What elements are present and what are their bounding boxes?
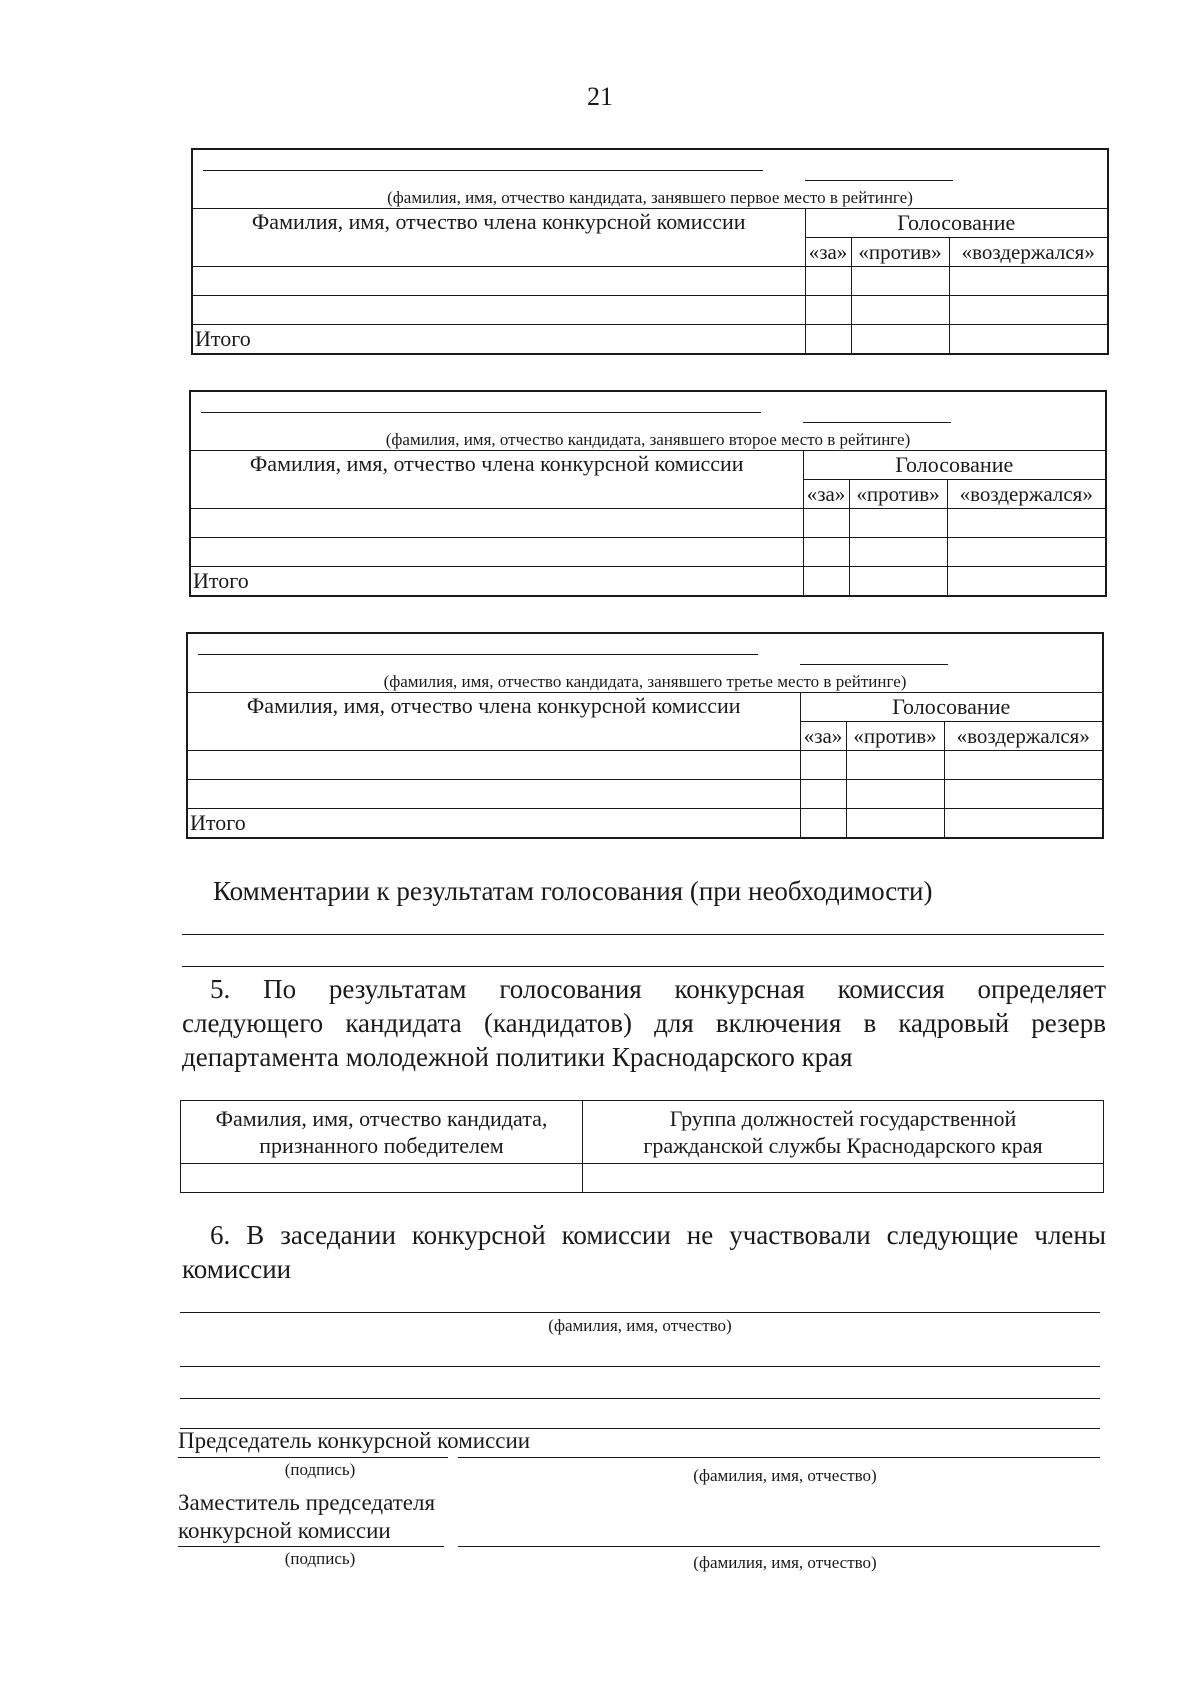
col-against: «против» [851,238,949,267]
winner-table [180,1100,1104,1193]
chairman-fio-caption: (фамилия, имя, отчество) [693,1466,877,1485]
col-for: «за» [800,722,846,751]
winner-col-group-line: гражданской службы Краснодарского края [643,1133,1043,1158]
deputy-signature-caption: (подпись) [284,1549,356,1568]
page-number: 21 [587,82,613,111]
comments-title: Комментарии к результатам голосования (при необходимости) [213,876,933,906]
candidate-caption-area [191,392,1105,450]
vote-table-second-place [189,390,1107,597]
vote-grid [188,692,1102,837]
section-5-line: 5. По результатам голосования конкурсная комиссия определяет [210,974,1106,1004]
winner-col-group-header [583,1101,1104,1164]
chairman-label: Председатель конкурсной комиссии [178,1428,531,1453]
candidate-name-line [198,654,758,655]
winner-col-name-header [181,1101,583,1164]
table-row [191,538,1105,567]
vote-grid [191,450,1105,595]
deputy-label-line-1: Заместитель председателя [178,1490,436,1515]
absent-member-line [180,1366,1100,1367]
vote-table-first-place [191,148,1109,355]
chairman-fio-line [458,1457,1100,1458]
candidate-name-line [203,170,763,171]
vote-table-third-place [186,632,1104,839]
deputy-signature-line [178,1546,444,1547]
chairman-signature-caption: (подпись) [284,1460,356,1479]
candidate-caption: (фамилия, имя, отчество кандидата, занявшего первое место в рейтинге) [387,188,913,207]
vote-grid [193,208,1107,353]
winner-col-name-line: признанного победителем [259,1133,504,1158]
total-row [188,809,1102,838]
voting-header: Голосование [805,209,1107,238]
total-label: Итого [191,567,803,596]
candidate-name-line [805,180,953,181]
col-abstain: «воздержался» [949,238,1107,267]
candidate-caption-area [188,634,1102,692]
col-against: «против» [846,722,944,751]
col-for: «за» [803,480,849,509]
table-row [188,751,1102,780]
comment-line [182,934,1104,935]
comment-line [182,966,1104,967]
voting-header: Голосование [800,693,1102,722]
deputy-fio-line [458,1546,1100,1547]
member-header: Фамилия, имя, отчество члена конкурсной комиссии [191,451,803,509]
candidate-caption-area [193,150,1107,208]
table-row [191,509,1105,538]
table-row [181,1164,1104,1193]
member-header: Фамилия, имя, отчество члена конкурсной комиссии [188,693,800,751]
total-label: Итого [193,325,805,354]
candidate-name-line [803,422,951,423]
candidate-name-line [800,664,948,665]
absent-member-caption: (фамилия, имя, отчество) [548,1316,732,1335]
candidate-name-line [201,412,761,413]
section-5-line: следующего кандидата (кандидатов) для включения в кадровый резерв [182,1008,1106,1038]
table-row [193,296,1107,325]
col-against: «против» [849,480,947,509]
winner-col-name-line: Фамилия, имя, отчество кандидата, [215,1106,548,1131]
section-5-text [182,972,1106,1074]
total-label: Итого [188,809,800,838]
section-5-line: департамента молодежной политики Краснодарского края [182,1042,853,1072]
deputy-fio-caption: (фамилия, имя, отчество) [693,1553,877,1572]
table-row [188,780,1102,809]
total-row [193,325,1107,354]
section-6-line: комиссии [182,1254,292,1284]
candidate-caption: (фамилия, имя, отчество кандидата, занявшего третье место в рейтинге) [383,672,907,691]
voting-header: Голосование [803,451,1105,480]
absent-member-line [180,1398,1100,1399]
total-row [191,567,1105,596]
candidate-caption: (фамилия, имя, отчество кандидата, занявшего второе место в рейтинге) [385,430,911,449]
chairman-signature-line [178,1457,448,1458]
col-for: «за» [805,238,851,267]
section-6-text [182,1218,1106,1286]
col-abstain: «воздержался» [947,480,1105,509]
absent-member-line [180,1312,1100,1313]
deputy-label-line-2: конкурсной комиссии [178,1518,391,1543]
member-header: Фамилия, имя, отчество члена конкурсной комиссии [193,209,805,267]
section-6-line: 6. В заседании конкурсной комиссии не участвовали следующие члены [210,1220,1106,1250]
winner-col-group-line: Группа должностей государственной [669,1106,1017,1131]
col-abstain: «воздержался» [944,722,1102,751]
table-row [193,267,1107,296]
